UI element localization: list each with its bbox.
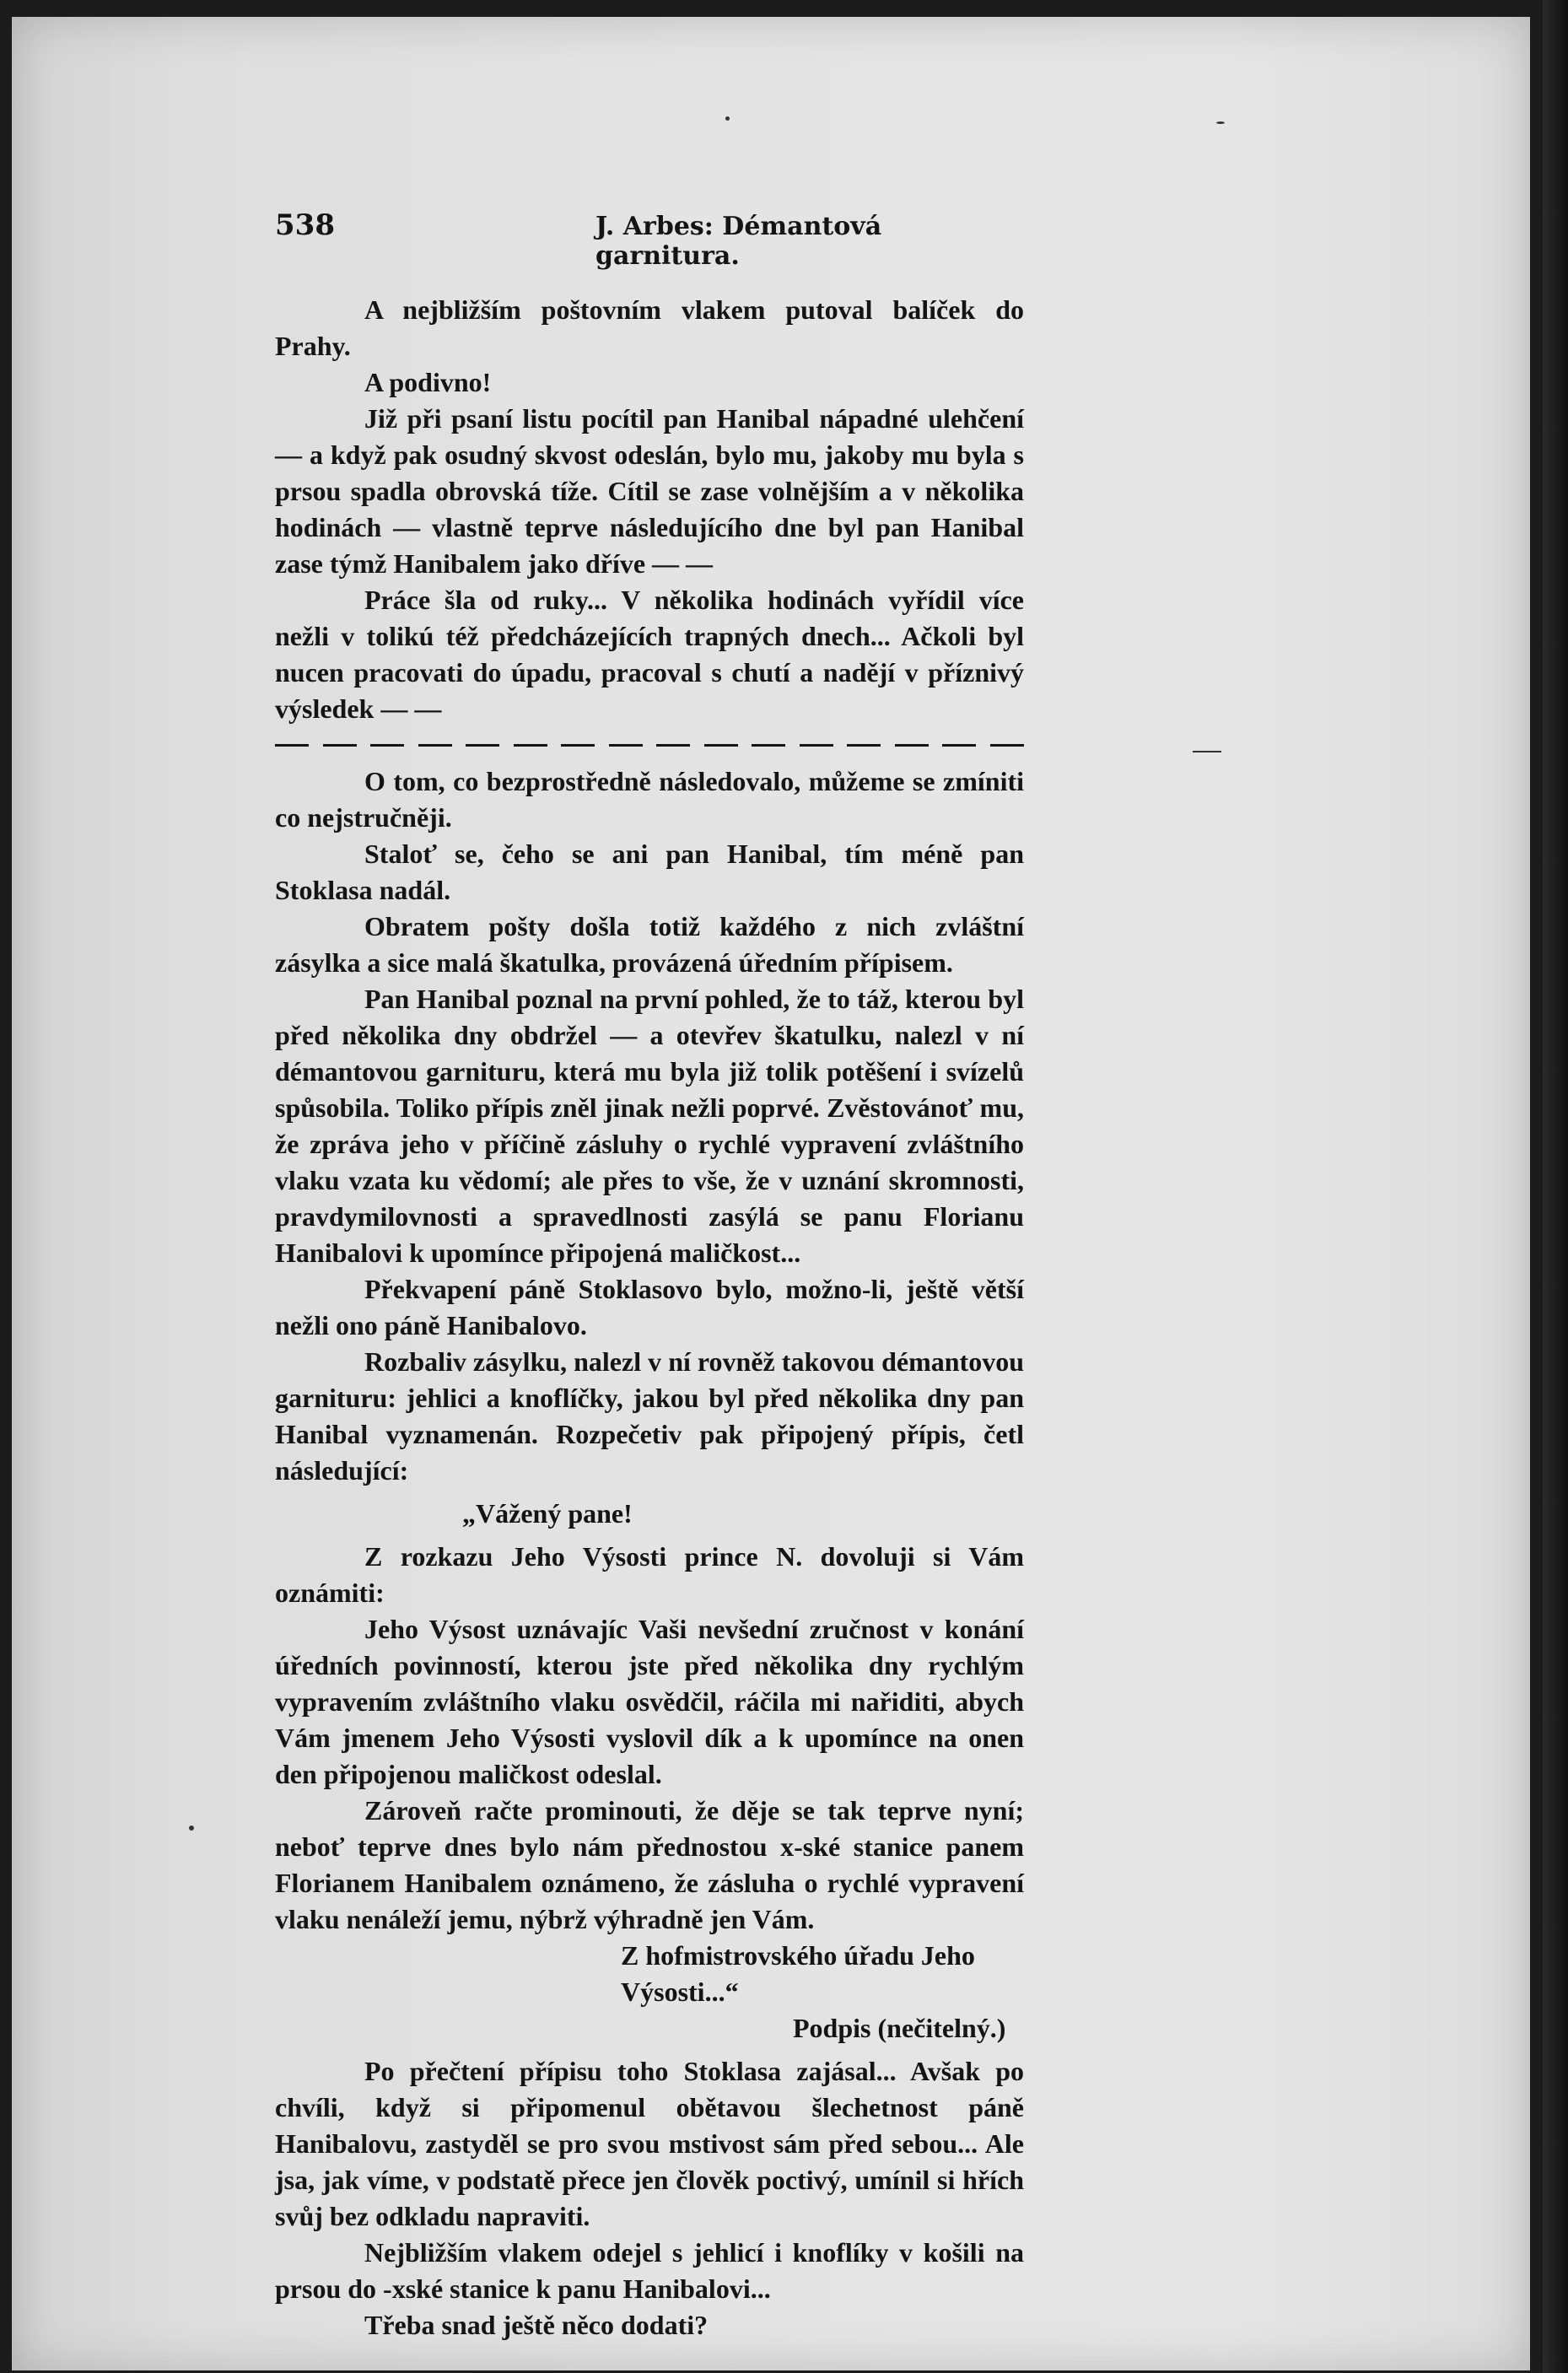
- paper-speck: [189, 1826, 194, 1831]
- paragraph: Nejbližším vlakem odejel s jehlicí i knoflíky v košili na prsou do -xské stanice k panu Hanibalovi...: [275, 2237, 1024, 2304]
- letter-line: Z rozkazu Jeho Výsosti prince N. dovoluji si Vám oznámiti:: [275, 1541, 1024, 1608]
- paragraph: Obratem pošty došla totiž každého z nich zvláštní zásylka a sice malá škatulka, provázená úředním přípisem.: [275, 911, 1024, 978]
- paragraph: Pan Hanibal poznal na první pohled, že to táž, kterou byl před několika dny obdržel — a otevřev škatulku, nalezl v ní démantovou garnituru, která mu byla již tolik potěšení i svízelů spůsobila. Toliko přípis zněl jinak nežli poprvé. Zvěstovánoť mu, že zpráva jeho v příčině zásluhy o rychlé vypravení zvláštního vlaku vzata ku vědomí; ale přes to vše, že v uznání skromnosti, pravdymilovnosti a spravedlnosti zasýlá se panu Florianu Hanibalovi k upomínce připojená maličkost...: [275, 984, 1024, 1268]
- paragraph: A podivno!: [364, 367, 492, 397]
- paragraph: Již při psaní listu pocítil pan Hanibal nápadné ulehčení — a když pak osudný skvost odeslán, bylo mu, jakoby mu byla s prsou spadla obrovská tíže. Cítil se zase volnějším a v několika hodinách — vlastně teprve následujícího dne byl pan Hanibal zase týmž Hanibalem jako dříve — —: [275, 403, 1024, 579]
- letter-paragraph: Jeho Výsost uznávajíc Vaši nevšední zručnost v konání úředních povinností, kterou jste před několika dny rychlým vypravením zvláštního vlaku osvědčil, ráčila mi nařiditi, abych Vám jmenem Jeho Výsosti vyslovil dík a k upomínce na onen den připojenou maličkost odeslal.: [275, 1614, 1024, 1789]
- paper-speck: [725, 116, 730, 121]
- paragraph: Práce šla od ruky... V několika hodinách vyřídil více nežli v tolikú též předcházejících trapných dnech... Ačkoli byl nucen pracovati do úpadu, pracoval s chutí a nadějí v příznivý výsledek — —: [275, 585, 1024, 724]
- paper-speck: [1216, 121, 1225, 124]
- letter-salutation: „Vážený pane!: [462, 1498, 633, 1529]
- paragraph: Třeba snad ještě něco dodati?: [364, 2310, 709, 2340]
- paper-speck: [1193, 751, 1221, 752]
- letter-signature: Podpis (nečitelný.): [793, 2013, 1006, 2043]
- letter-closing: Z hofmistrovského úřadu Jeho Výsosti...“: [621, 1940, 975, 2007]
- letter-paragraph: Zároveň račte prominouti, že děje se tak teprve nyní; neboť teprve dnes bylo nám přednostou x-ské stanice panem Florianem Hanibalem oznámeno, že zásluha o rychlé vypravení vlaku nenáleží jemu, nýbrž výhradně jen Vám.: [275, 1795, 1024, 1934]
- body-text: [275, 292, 1024, 2343]
- page-header: [275, 208, 1024, 271]
- running-title: J. Arbes: Démantová garnitura.: [595, 212, 882, 271]
- paragraph: O tom, co bezprostředně následovalo, můžeme se zmíniti co nejstručněji.: [275, 766, 1024, 833]
- paragraph: Staloť se, čeho se ani pan Hanibal, tím méně pan Stoklasa nadál.: [275, 839, 1024, 905]
- paragraph: A nejbližším poštovním vlakem putoval balíček do Prahy.: [275, 294, 1024, 361]
- paragraph: Po přečtení přípisu toho Stoklasa zajásal... Avšak po chvíli, když si připomenul obětavou šlechetnost páně Hanibalovu, zastyděl se pro svou mstivost sám před sebou... Ale jsa, jak víme, v podstatě přece jen člověk poctivý, umínil si hřích svůj bez odkladu napraviti.: [275, 2056, 1024, 2231]
- paragraph: Překvapení páně Stoklasovo bylo, možno-li, ještě větší nežli ono páně Hanibalovo.: [275, 1274, 1024, 1340]
- scan-dark-edge: [1543, 0, 1568, 2373]
- paragraph: Rozbaliv zásylku, nalezl v ní rovněž takovou démantovou garnituru: jehlici a knoflíčky, jakou byl před několika dny pan Hanibal vyznamenán. Rozpečetiv pak připojený přípis, četl následující:: [275, 1346, 1024, 1486]
- page-number: 538: [275, 208, 335, 242]
- dash-separator: [275, 727, 1024, 763]
